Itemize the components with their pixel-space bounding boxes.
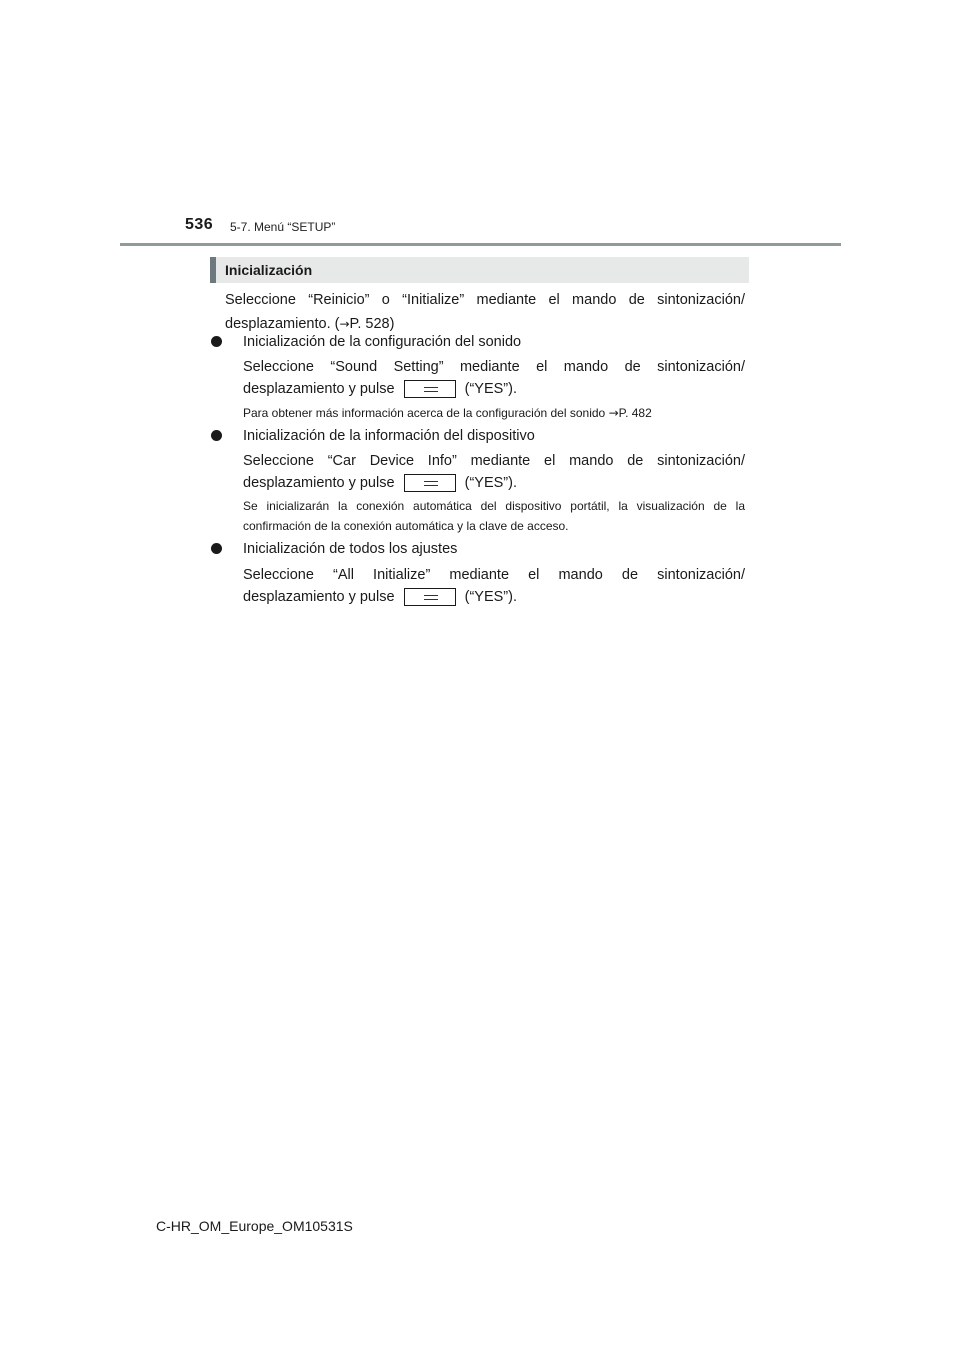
bullet-icon	[211, 336, 222, 347]
enter-key-icon	[404, 380, 456, 398]
bullet-heading: Inicialización de la configuración del sonido	[243, 334, 522, 350]
arrow-right-icon: →	[339, 317, 350, 331]
chapter-title: 5-7. Menú “SETUP”	[230, 220, 336, 234]
item-3-text: desplazamiento y pulse	[243, 589, 395, 605]
item-1-yes: (“YES”).	[464, 381, 517, 397]
item-3-line-1: Seleccione “All Initialize” mediante el mando de sintonización/	[243, 567, 745, 583]
intro-text: desplazamiento. (	[225, 316, 340, 332]
item-2-note-line-1: Se inicializarán la conexión automática del dispositivo portátil, la visualización de la	[243, 499, 745, 513]
page-reference-link[interactable]: P. 482	[618, 406, 652, 420]
item-3-yes: (“YES”).	[464, 589, 517, 605]
item-2-line-2	[243, 471, 517, 495]
intro-line-1: Seleccione “Reinicio” o “Initialize” mediante el mando de sintonización/	[225, 292, 745, 308]
bullet-icon	[211, 543, 222, 554]
item-2-yes: (“YES”).	[464, 475, 517, 491]
section-title: Inicialización	[225, 262, 313, 278]
page-reference-link[interactable]: P. 528)	[349, 316, 395, 332]
item-1-line-2	[243, 377, 517, 401]
item-1-note	[243, 403, 652, 424]
bullet-heading: Inicialización de la información del dispositivo	[243, 428, 535, 444]
section-heading	[210, 257, 749, 283]
item-1-line-1: Seleccione “Sound Setting” mediante el mando de sintonización/	[243, 359, 745, 375]
document-code: C-HR_OM_Europe_OM10531S	[156, 1218, 353, 1234]
enter-key-icon	[404, 588, 456, 606]
item-2-note-line-2: confirmación de la conexión automática y la clave de acceso.	[243, 519, 569, 533]
bullet-heading: Inicialización de todos los ajustes	[243, 541, 458, 557]
enter-key-icon	[404, 474, 456, 492]
bullet-icon	[211, 430, 222, 441]
page-number: 536	[185, 216, 214, 233]
item-2-line-1: Seleccione “Car Device Info” mediante el mando de sintonización/	[243, 453, 745, 469]
item-1-text: desplazamiento y pulse	[243, 381, 395, 397]
arrow-right-icon: →	[608, 406, 619, 420]
item-3-line-2	[243, 585, 517, 609]
header-divider	[120, 243, 841, 246]
item-2-text: desplazamiento y pulse	[243, 475, 395, 491]
item-1-note-text: Para obtener más información acerca de la configuración del sonido	[243, 406, 606, 420]
